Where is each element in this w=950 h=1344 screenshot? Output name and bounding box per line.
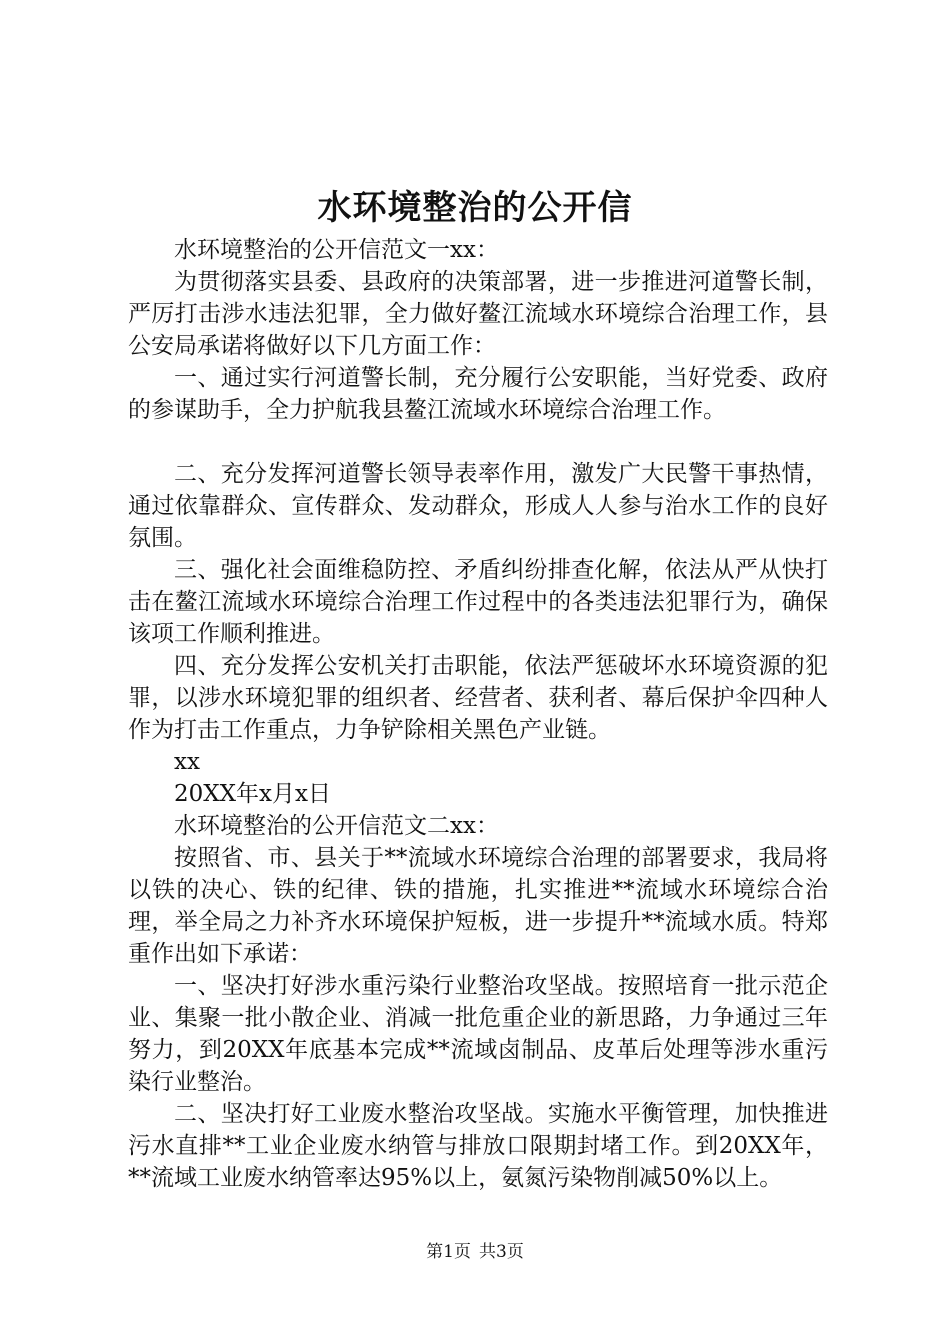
- salutation-letter-one: 水环境整治的公开信范文一xx：: [174, 237, 499, 263]
- paragraph-pledge-3: 三、强化社会面维稳防控、矛盾纠纷排查化解，依法从严从快打击在鳌江流域水环境综合治理工作过程中的各类违法犯罪行为，确保该项工作顺利推进。: [128, 557, 828, 647]
- paragraph-intro-one: 为贯彻落实县委、县政府的决策部署，进一步推进河道警长制，严厉打击涉水违法犯罪，全力做好鳌江流域水环境综合治理工作，县公安局承诺将做好以下几方面工作：: [128, 269, 828, 359]
- paragraph-pledge-2: 二、充分发挥河道警长领导表率作用，激发广大民警干事热情，通过依靠群众、宣传群众、发动群众，形成人人参与治水工作的良好氛围。: [128, 461, 828, 551]
- page-count: 共3页: [479, 1242, 524, 1262]
- signature-line: xx: [174, 749, 200, 775]
- paragraph-pledge-1: 一、通过实行河道警长制，充分履行公安职能，当好党委、政府的参谋助手，全力护航我县鳌江流域水环境综合治理工作。: [128, 365, 828, 423]
- paragraph-commitment-1: 一、坚决打好涉水重污染行业整治攻坚战。按照培育一批示范企业、集聚一批小散企业、消减一批危重企业的新思路，力争通过三年努力，到20XX年底基本完成**流域卤制品、皮革后处理等涉水重污染行业整治。: [128, 973, 828, 1095]
- document-title: 水环境整治的公开信: [317, 188, 633, 228]
- date-line: 20XX年x月x日: [174, 781, 331, 807]
- document-body: [128, 234, 828, 1194]
- paragraph-pledge-4: 四、充分发挥公安机关打击职能，依法严惩破坏水环境资源的犯罪，以涉水环境犯罪的组织者、经营者、获利者、幕后保护伞四种人作为打击工作重点，力争铲除相关黑色产业链。: [128, 653, 828, 743]
- page-number: 第1页: [426, 1242, 471, 1262]
- paragraph-commitment-2: 二、坚决打好工业废水整治攻坚战。实施水平衡管理，加快推进污水直排**工业企业废水纳管与排放口限期封堵工作。到20XX年，**流域工业废水纳管率达95%以上，氨氮污染物削减50%以上。: [128, 1101, 828, 1191]
- salutation-letter-two: 水环境整治的公开信范文二xx：: [174, 813, 499, 839]
- page-footer: [0, 1240, 950, 1264]
- paragraph-intro-two: 按照省、市、县关于**流域水环境综合治理的部署要求，我局将以铁的决心、铁的纪律、铁的措施，扎实推进**流域水环境综合治理，举全局之力补齐水环境保护短板，进一步提升**流域水质。特郑重作出如下承诺：: [128, 845, 828, 967]
